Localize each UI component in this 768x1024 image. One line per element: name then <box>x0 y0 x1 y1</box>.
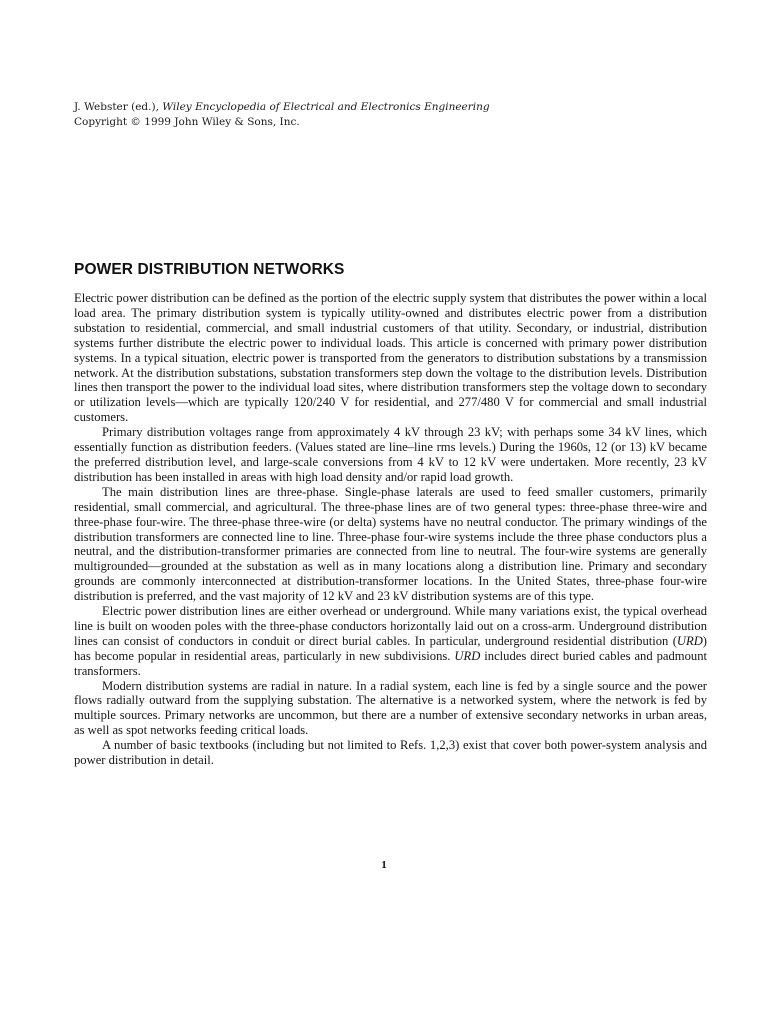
article-body <box>74 291 707 768</box>
copyright-line: Copyright © 1999 John Wiley & Sons, Inc. <box>74 116 300 128</box>
paragraph-5: Modern distribution systems are radial in nature. In a radial system, each line is fed by a single source and the power flows radially outward from the supplying substation. The alternative is a networked system, where the network is fed by multiple sources. Primary networks are uncommon, but there are a number of extensive secondary networks in urban areas, as well as spot networks feeding critical loads. <box>74 678 707 738</box>
citation-title: Wiley Encyclopedia of Electrical and Electronics Engineering <box>162 101 490 113</box>
paragraph-1: Electric power distribution can be defined as the portion of the electric supply system that distributes the power within a local load area. The primary distribution system is typically utility-owned and distributes electric power from a distribution substation to residential, commercial, and small industrial customers of that utility. Secondary, or industrial, distribution systems further distribute the electric power to individual loads. This article is concerned with primary power distribution systems. In a typical situation, electric power is transported from the generators to distribution substations by a transmission network. At the distribution substations, substation transformers step down the voltage to the distribution levels. Distribution lines then transport the power to the individual load sites, where distribution transformers step the voltage down to secondary or utilization levels—which are typically 120/240 V for residential, and 277/480 V for commercial and small industrial customers. <box>74 291 708 425</box>
citation-prefix: J. Webster (ed.), <box>74 101 163 113</box>
urd-term-2: URD <box>454 648 481 663</box>
citation-header <box>74 100 714 130</box>
paragraph-3: The main distribution lines are three-phase. Single-phase laterals are used to feed smaller customers, primarily residential, small commercial, and agricultural. The three-phase lines are of two general types: three-phase three-wire and three-phase four-wire. The three-phase three-wire (or delta) systems have no neutral conductor. The primary windings of the distribution transformers are connected line to line. Three-phase four-wire systems include the three phase conductors plus a neutral, and the distribution-transformer primaries are connected from line to neutral. The four-wire systems are generally multigrounded—grounded at the substation as well as in many locations along a distribution line. Primary and secondary grounds are commonly interconnected at distribution-transformer locations. In the United States, three-phase four-wire distribution is preferred, and the vast majority of 12 kV and 23 kV distribution systems are of this type. <box>74 484 707 604</box>
urd-term: URD <box>676 633 703 648</box>
citation-line <box>74 100 714 115</box>
paragraph-4-text-c: ) has become popular in residential areas, particularly in new subdivisions. <box>74 633 707 663</box>
page-number: 1 <box>381 859 387 871</box>
paragraph-4-text-e: includes direct buried cables and padmount transformers. <box>74 648 707 678</box>
article-title: POWER DISTRIBUTION NETWORKS <box>74 261 345 278</box>
paragraph-4-text-a: Electric power distribution lines are either overhead or underground. While many variations exist, the typical overhead line is built on wooden poles with the three-phase conductors horizontally laid out on a cross-arm. Underground distribution lines can consist of conductors in conduit or direct burial cables. In particular, underground residential distribution ( <box>74 604 707 648</box>
paragraph-2: Primary distribution voltages range from approximately 4 kV through 23 kV; with perhaps some 34 kV lines, which essentially function as distribution feeders. (Values stated are line–line rms levels.) During the 1960s, 12 (or 13) kV became the preferred distribution level, and large-scale conversions from 4 kV to 12 kV were undertaken. More recently, 23 kV distribution has been installed in areas with high load density and/or rapid load growth. <box>74 425 707 484</box>
paragraph-4 <box>74 604 707 679</box>
paragraph-6: A number of basic textbooks (including but not limited to Refs. 1,2,3) exist that cover both power-system analysis and power distribution in detail. <box>74 738 707 768</box>
